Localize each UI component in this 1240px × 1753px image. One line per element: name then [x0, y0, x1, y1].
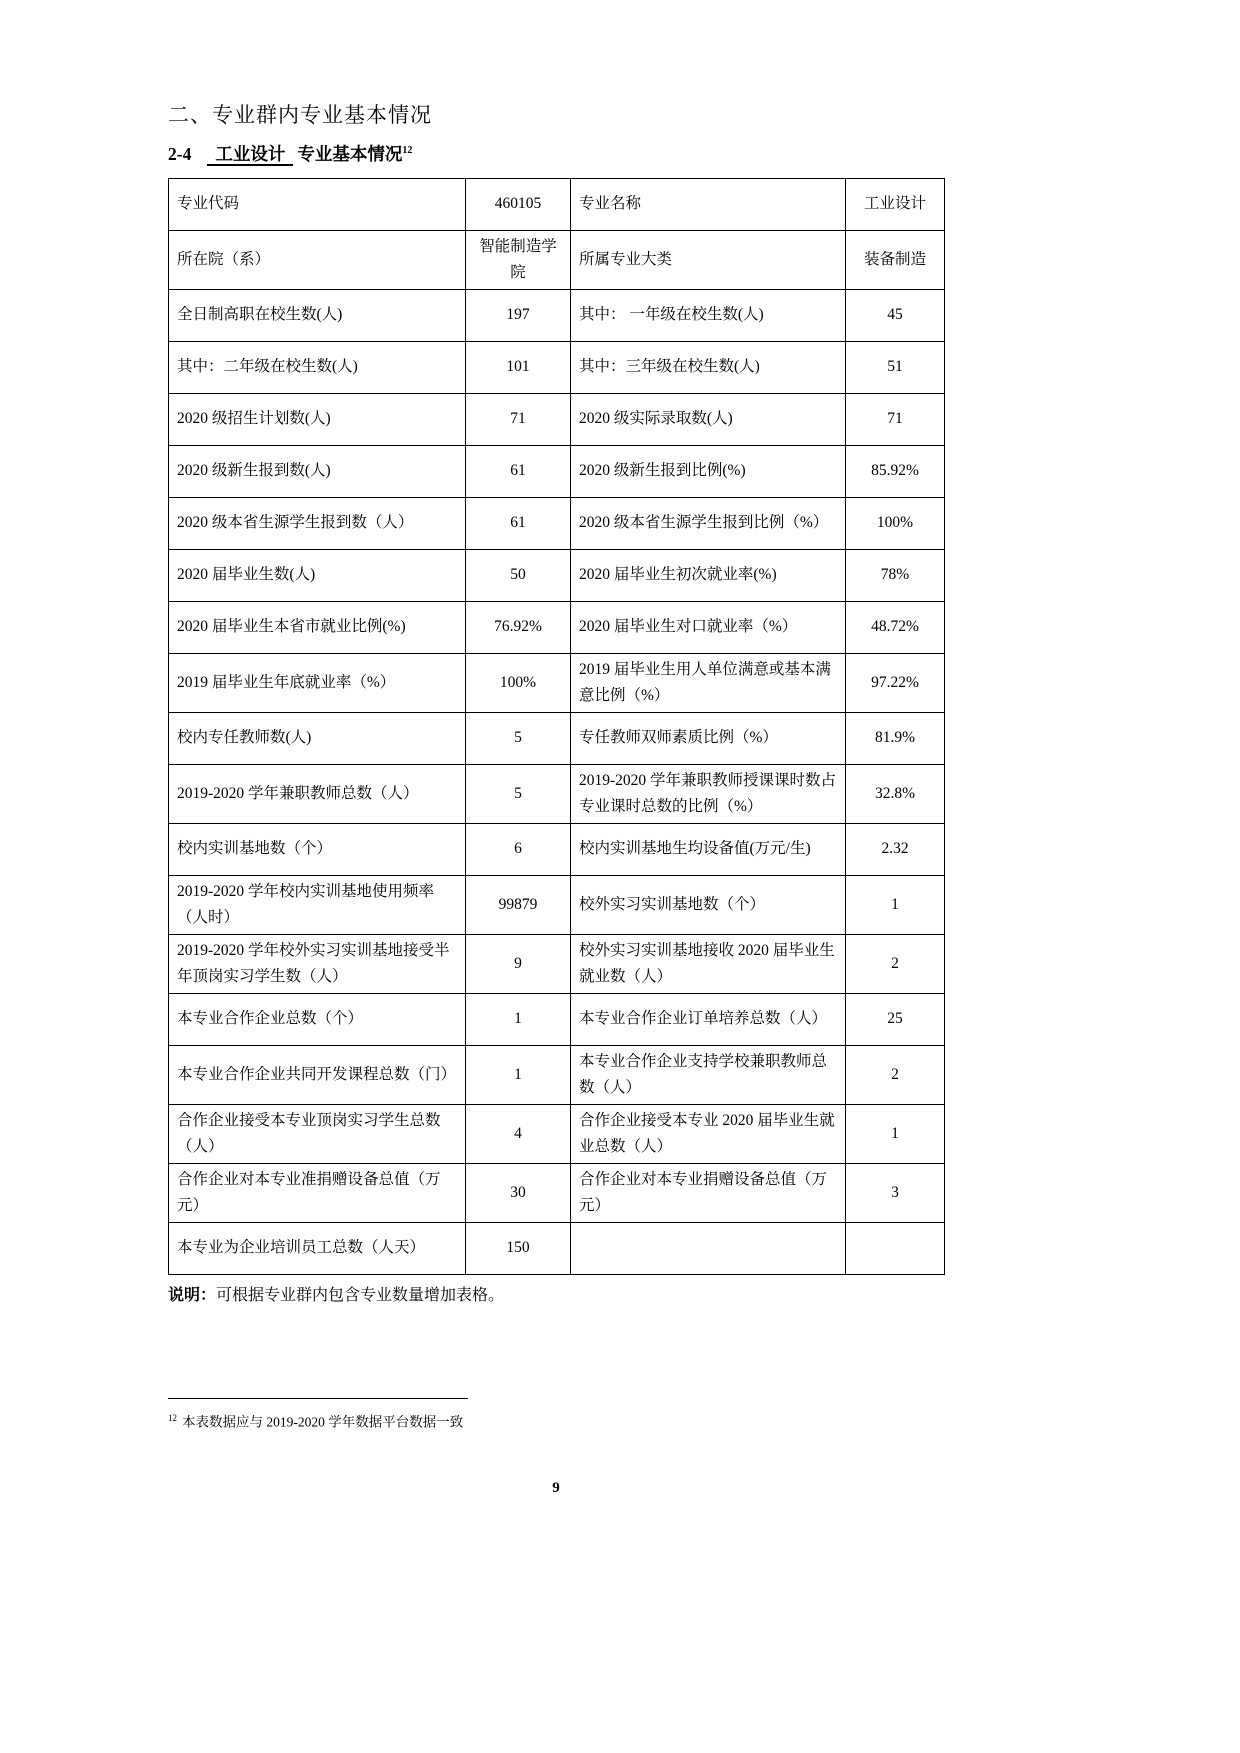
page-content: [168, 0, 944, 1753]
row-value: 100%: [846, 497, 945, 549]
row-value: 99879: [466, 875, 571, 934]
row-value: 1: [466, 1045, 571, 1104]
row-value: 25: [846, 993, 945, 1045]
row-label: 本专业合作企业总数（个）: [169, 993, 466, 1045]
row-label: 本专业为企业培训员工总数（人天）: [169, 1222, 466, 1274]
table-row: [169, 497, 945, 549]
table-note: [168, 1285, 944, 1307]
row-label: 2019 届毕业生用人单位满意或基本满意比例（%）: [571, 653, 846, 712]
table-row: [169, 230, 945, 289]
table-caption-major-name: 工业设计: [207, 144, 293, 166]
row-value: 48.72%: [846, 601, 945, 653]
row-value: 智能制造学院: [466, 230, 571, 289]
table-row: [169, 653, 945, 712]
row-label: 2019 届毕业生年底就业率（%）: [169, 653, 466, 712]
table-caption-number: 2-4: [168, 143, 192, 164]
row-label: 2020 届毕业生本省市就业比例(%): [169, 601, 466, 653]
row-value: 45: [846, 289, 945, 341]
row-label: 合作企业接受本专业顶岗实习学生总数（人）: [169, 1104, 466, 1163]
row-value: 1: [846, 875, 945, 934]
row-label: 合作企业对本专业准捐赠设备总值（万元）: [169, 1163, 466, 1222]
row-label: 2020 级招生计划数(人): [169, 393, 466, 445]
row-label: 其中：二年级在校生数(人): [169, 341, 466, 393]
table-note-text: 可根据专业群内包含专业数量增加表格。: [216, 1286, 505, 1304]
row-value: [846, 1222, 945, 1274]
table-row: [169, 289, 945, 341]
row-label: 2019-2020 学年校内实训基地使用频率（人时）: [169, 875, 466, 934]
table-row: [169, 934, 945, 993]
footnote: [168, 1408, 463, 1433]
table-row: [169, 445, 945, 497]
row-value: 76.92%: [466, 601, 571, 653]
row-value: 97.22%: [846, 653, 945, 712]
row-label: 本专业合作企业共同开发课程总数（门）: [169, 1045, 466, 1104]
table-row: [169, 875, 945, 934]
row-value: 71: [466, 393, 571, 445]
row-label: 校内专任教师数(人): [169, 712, 466, 764]
row-label: 所在院（系）: [169, 230, 466, 289]
row-label: 其中： 一年级在校生数(人): [571, 289, 846, 341]
row-label: 专任教师双师素质比例（%）: [571, 712, 846, 764]
row-value: 61: [466, 445, 571, 497]
row-value: 100%: [466, 653, 571, 712]
row-label: 所属专业大类: [571, 230, 846, 289]
footnote-text: 本表数据应与 2019-2020 学年数据平台数据一致: [182, 1414, 464, 1430]
row-value: 2.32: [846, 823, 945, 875]
row-label: 2020 届毕业生初次就业率(%): [571, 549, 846, 601]
row-value: 2: [846, 934, 945, 993]
table-row: [169, 993, 945, 1045]
row-value: 150: [466, 1222, 571, 1274]
table-row: [169, 1222, 945, 1274]
row-value: 3: [846, 1163, 945, 1222]
row-value: 30: [466, 1163, 571, 1222]
row-label: 校内实训基地数（个）: [169, 823, 466, 875]
table-row: [169, 823, 945, 875]
table-row: [169, 1104, 945, 1163]
table-body: [169, 178, 945, 1274]
table-row: [169, 549, 945, 601]
row-label: 专业名称: [571, 178, 846, 230]
row-label: 校外实习实训基地数（个）: [571, 875, 846, 934]
row-label: 2019-2020 学年兼职教师授课课时数占专业课时总数的比例（%）: [571, 764, 846, 823]
row-value: 5: [466, 764, 571, 823]
table-row: [169, 178, 945, 230]
table-row: [169, 1045, 945, 1104]
row-label: 2020 级本省生源学生报到数（人）: [169, 497, 466, 549]
row-value: 6: [466, 823, 571, 875]
row-value: 装备制造: [846, 230, 945, 289]
row-value: 71: [846, 393, 945, 445]
row-value: 78%: [846, 549, 945, 601]
row-value: 61: [466, 497, 571, 549]
row-label: 2020 级新生报到比例(%): [571, 445, 846, 497]
table-row: [169, 393, 945, 445]
row-label: 2020 级实际录取数(人): [571, 393, 846, 445]
row-value: 85.92%: [846, 445, 945, 497]
row-value: 51: [846, 341, 945, 393]
footnote-divider: [168, 1398, 468, 1399]
row-label: 校外实习实训基地接收 2020 届毕业生就业数（人）: [571, 934, 846, 993]
row-value: 197: [466, 289, 571, 341]
table-caption: [168, 139, 944, 166]
row-label: 本专业合作企业支持学校兼职教师总数（人）: [571, 1045, 846, 1104]
row-value: 32.8%: [846, 764, 945, 823]
row-value: 460105: [466, 178, 571, 230]
row-label: 合作企业对本专业捐赠设备总值（万元）: [571, 1163, 846, 1222]
footnote-marker: 12: [168, 1413, 177, 1423]
page-number: 9: [552, 1480, 560, 1496]
row-label: 本专业合作企业订单培养总数（人）: [571, 993, 846, 1045]
table-note-label: 说明：: [168, 1286, 217, 1304]
row-value: 9: [466, 934, 571, 993]
table-row: [169, 1163, 945, 1222]
row-label: 2020 届毕业生数(人): [169, 549, 466, 601]
row-value: 1: [466, 993, 571, 1045]
major-info-table: [168, 178, 945, 1275]
row-value: 工业设计: [846, 178, 945, 230]
row-label: 全日制高职在校生数(人): [169, 289, 466, 341]
row-label: 其中：三年级在校生数(人): [571, 341, 846, 393]
row-label: 2019-2020 学年校外实习实训基地接受半年顶岗实习学生数（人）: [169, 934, 466, 993]
row-label: 2020 级本省生源学生报到比例（%）: [571, 497, 846, 549]
table-caption-footnote-ref: 12: [402, 145, 413, 156]
row-label: [571, 1222, 846, 1274]
row-value: 101: [466, 341, 571, 393]
row-value: 81.9%: [846, 712, 945, 764]
row-value: 1: [846, 1104, 945, 1163]
row-value: 2: [846, 1045, 945, 1104]
row-value: 50: [466, 549, 571, 601]
row-value: 4: [466, 1104, 571, 1163]
row-label: 专业代码: [169, 178, 466, 230]
row-label: 校内实训基地生均设备值(万元/生): [571, 823, 846, 875]
table-row: [169, 601, 945, 653]
row-label: 2020 届毕业生对口就业率（%）: [571, 601, 846, 653]
table-row: [169, 712, 945, 764]
table-row: [169, 341, 945, 393]
section-heading: 二、专业群内专业基本情况: [168, 103, 432, 127]
row-label: 合作企业接受本专业 2020 届毕业生就业总数（人）: [571, 1104, 846, 1163]
row-value: 5: [466, 712, 571, 764]
row-label: 2020 级新生报到数(人): [169, 445, 466, 497]
table-row: [169, 764, 945, 823]
table-caption-suffix: 专业基本情况: [297, 143, 403, 164]
row-label: 2019-2020 学年兼职教师总数（人）: [169, 764, 466, 823]
